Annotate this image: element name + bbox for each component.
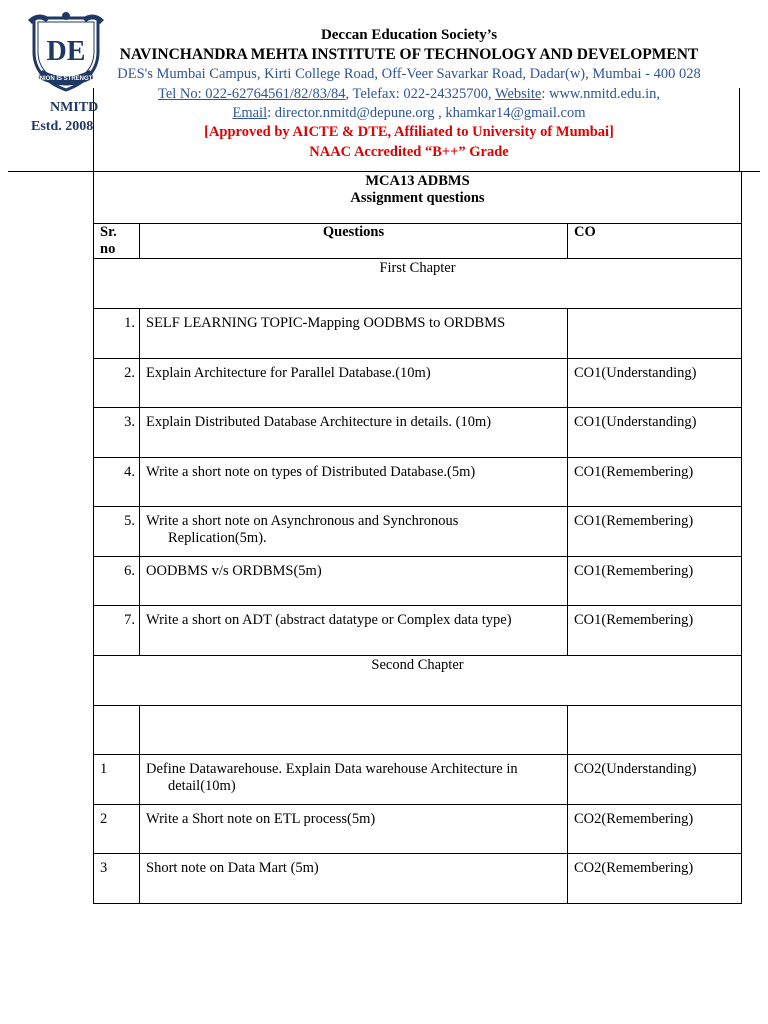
telefax: , Telefax: 022-24325700,: [345, 86, 495, 102]
chapter2-rows: [94, 755, 742, 904]
table-row: [94, 804, 742, 854]
serial-number: 7.: [94, 606, 140, 656]
srno-header-line1: Sr.: [100, 224, 117, 240]
table-row: [94, 556, 742, 606]
header-box: [93, 88, 740, 171]
naac-grade: NAAC Accredited “B++” Grade: [309, 144, 509, 160]
course-outcome: CO2(Understanding): [568, 755, 742, 805]
question-text: [140, 556, 568, 606]
chapter-title: Second Chapter: [94, 655, 742, 705]
question-line: OODBMS v/s ORDBMS(5m): [146, 562, 322, 579]
course-outcome: CO1(Remembering): [568, 556, 742, 606]
table-row: [94, 309, 742, 359]
table-row: [94, 755, 742, 805]
assignment-heading: Assignment questions: [350, 190, 485, 206]
question-text: [140, 755, 568, 805]
question-line-continued: detail(10m): [168, 778, 236, 794]
empty-cell: [94, 705, 140, 755]
course-code: MCA13 ADBMS: [365, 173, 470, 189]
table-title: [94, 172, 742, 224]
question-text: [140, 606, 568, 656]
institute-name: NAVINCHANDRA MEHTA INSTITUTE OF TECHNOLOGY AND DEVELOPMENT: [119, 46, 699, 63]
course-outcome: CO2(Remembering): [568, 804, 742, 854]
course-outcome: CO1(Remembering): [568, 507, 742, 557]
question-line: Short note on Data Mart (5m): [146, 860, 319, 876]
question-text: [140, 457, 568, 507]
serial-number: 4.: [94, 457, 140, 507]
established-year: Estd. 2008: [31, 119, 94, 134]
serial-number: 5.: [94, 507, 140, 557]
question-line: Write a short note on Asynchronous and Synchronous: [146, 513, 459, 529]
empty-cell: [140, 705, 568, 755]
table-title-row: [94, 172, 742, 224]
question-text: [140, 358, 568, 408]
assignment-table: [93, 171, 742, 904]
table-row: [94, 408, 742, 458]
chapter1-rows: [94, 309, 742, 656]
question-line: Write a Short note on ETL process(5m): [146, 810, 376, 827]
question-text: [140, 804, 568, 854]
course-outcome: CO2(Remembering): [568, 854, 742, 904]
course-outcome: CO1(Understanding): [568, 358, 742, 408]
table-row: [94, 457, 742, 507]
serial-number: 2.: [94, 358, 140, 408]
email-label[interactable]: Email: [232, 105, 268, 121]
srno-header-line2: no: [100, 241, 116, 257]
question-text: [140, 408, 568, 458]
website-url[interactable]: : www.nmitd.edu.in,: [541, 86, 660, 102]
course-outcome: CO1(Remembering): [568, 457, 742, 507]
question-text: [140, 309, 568, 359]
chapter-row: [94, 259, 742, 309]
question-line: Write a short note on types of Distributed Database.(5m): [146, 463, 476, 480]
table-row: [94, 606, 742, 656]
serial-number: 3: [94, 854, 140, 904]
empty-row: [94, 705, 742, 755]
question-line: Write a short on ADT (abstract datatype or Complex data type): [146, 612, 512, 628]
srno-header: [94, 224, 140, 259]
website-label[interactable]: Website: [494, 86, 542, 102]
empty-cell: [568, 705, 742, 755]
institute-abbreviation: NMITD: [50, 100, 99, 115]
question-text: [140, 507, 568, 557]
telephone-link[interactable]: Tel No: 022-62764561/82/83/84: [158, 86, 346, 102]
serial-number: 2: [94, 804, 140, 854]
question-line: Define Datawarehouse. Explain Data warehouse Architecture in: [146, 761, 518, 777]
svg-text:DE: DE: [46, 36, 86, 67]
serial-number: 3.: [94, 408, 140, 458]
email-addresses[interactable]: : director.nmitd@depune.org , khamkar14@gmail.com: [267, 105, 586, 121]
questions-header: Questions: [140, 224, 568, 259]
table-row: [94, 854, 742, 904]
table-row: [94, 507, 742, 557]
question-line: Explain Distributed Database Architecture in details. (10m): [146, 414, 492, 430]
society-name: Deccan Education Society’s: [320, 27, 498, 43]
question-line: Explain Architecture for Parallel Database.(10m): [146, 364, 431, 381]
question-line-continued: Replication(5m).: [168, 530, 267, 546]
institute-address: DES's Mumbai Campus, Kirti College Road, Off-Veer Savarkar Road, Dadar(w), Mumbai - 400 028: [117, 66, 701, 82]
chapter-title: First Chapter: [94, 259, 742, 309]
course-outcome: CO1(Remembering): [568, 606, 742, 656]
question-line: SELF LEARNING TOPIC-Mapping OODBMS to ORDBMS: [146, 315, 506, 331]
approval-statement: [Approved by AICTE & DTE, Affiliated to University of Mumbai]: [204, 124, 614, 140]
question-text: [140, 854, 568, 904]
course-outcome: CO1(Understanding): [568, 408, 742, 458]
table-row: [94, 358, 742, 408]
co-header: CO: [568, 224, 742, 259]
chapter-row: [94, 655, 742, 705]
serial-number: 1: [94, 755, 140, 805]
serial-number: 6.: [94, 556, 140, 606]
table-header-row: [94, 224, 742, 259]
course-outcome: [568, 309, 742, 359]
serial-number: 1.: [94, 309, 140, 359]
logo-motto: UNION IS STRENGTH: [35, 76, 97, 82]
